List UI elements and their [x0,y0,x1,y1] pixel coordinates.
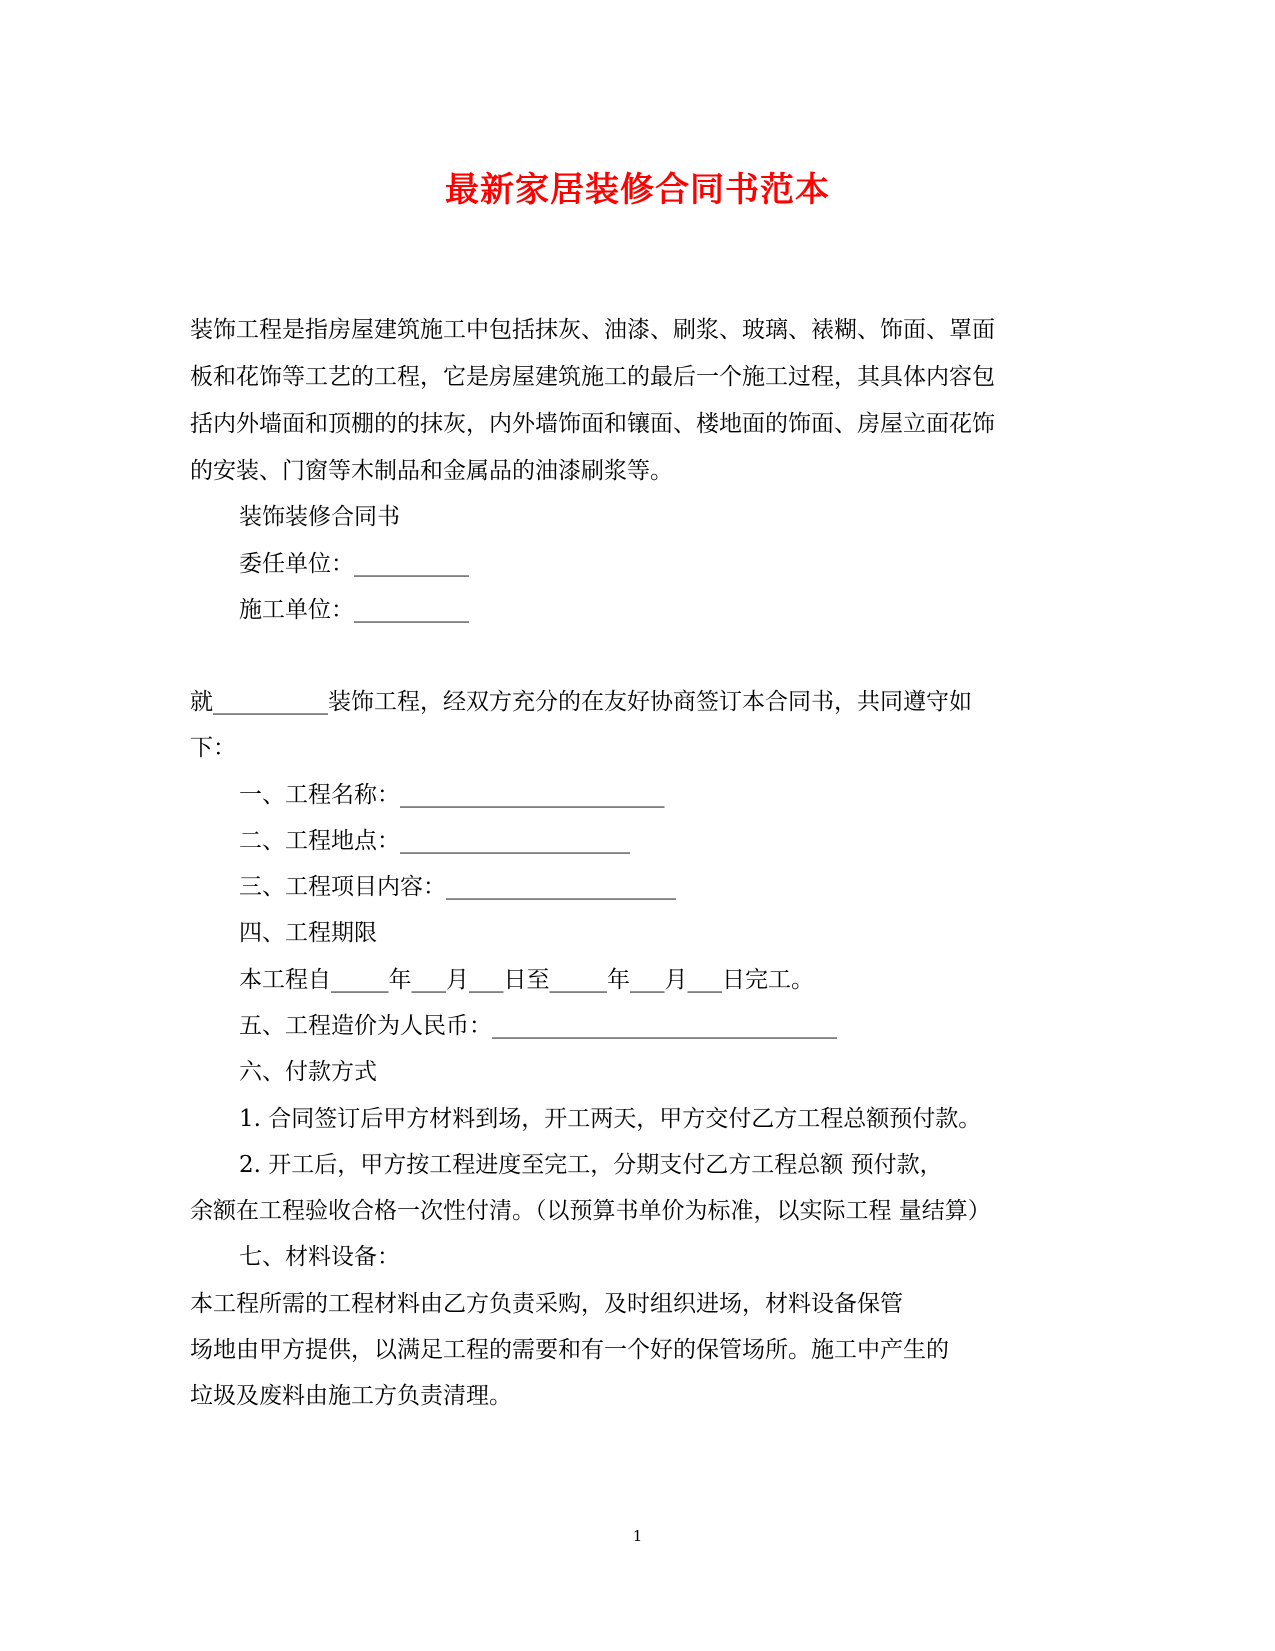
intro-line-4: 的安装、门窗等木制品和金属品的油漆刷浆等。 [190,458,673,484]
item-period-dates: 本工程自_____年___月___日至_____年___月___日完工。 [239,967,814,993]
item-project-cost: 五、工程造价为人民币：______________________________ [239,1013,837,1039]
item-project-name: 一、工程名称：_______________________ [239,782,665,808]
materials-line-3: 垃圾及废料由施工方负责清理。 [190,1383,512,1409]
materials-line-1: 本工程所需的工程材料由乙方负责采购，及时组织进场，材料设备保管 [190,1291,903,1317]
intro-line-2: 板和花饰等工艺的工程，它是房屋建筑施工的最后一个施工过程，其具体内容包 [190,364,995,390]
client-unit-field: 委任单位：__________ [239,551,469,577]
materials-heading: 七、材料设备： [239,1244,400,1270]
materials-line-2: 场地由甲方提供，以满足工程的需要和有一个好的保管场所。施工中产生的 [190,1337,949,1363]
item-payment-method: 六、付款方式 [239,1059,377,1085]
item-project-content: 三、工程项目内容：____________________ [239,874,676,900]
document-title: 最新家居装修合同书范本 [445,170,830,210]
contract-heading: 装饰装修合同书 [239,504,400,530]
payment-clause-2: 2. 开工后，甲方按工程进度至完工，分期支付乙方工程总额 预付款， [239,1152,943,1178]
intro-line-3: 括内外墙面和顶棚的的抹灰，内外墙饰面和镶面、楼地面的饰面、房屋立面花饰 [190,411,995,437]
agreement-line-2: 下： [190,735,236,761]
page-number: 1 [632,1527,643,1545]
payment-clause-1: 1. 合同签订后甲方材料到场，开工两天，甲方交付乙方工程总额预付款。 [239,1106,982,1132]
contractor-unit-field: 施工单位：__________ [239,597,469,623]
agreement-line-1: 就__________装饰工程，经双方充分的在友好协商签订本合同书，共同遵守如 [190,689,972,715]
item-project-location: 二、工程地点：____________________ [239,828,630,854]
item-project-period: 四、工程期限 [239,920,377,946]
payment-clause-2-tail: 余额在工程验收合格一次性付清。（以预算书单价为标准，以实际工程 量结算） [190,1198,991,1224]
intro-line-1: 装饰工程是指房屋建筑施工中包括抹灰、油漆、刷浆、玻璃、裱糊、饰面、罩面 [190,317,995,343]
